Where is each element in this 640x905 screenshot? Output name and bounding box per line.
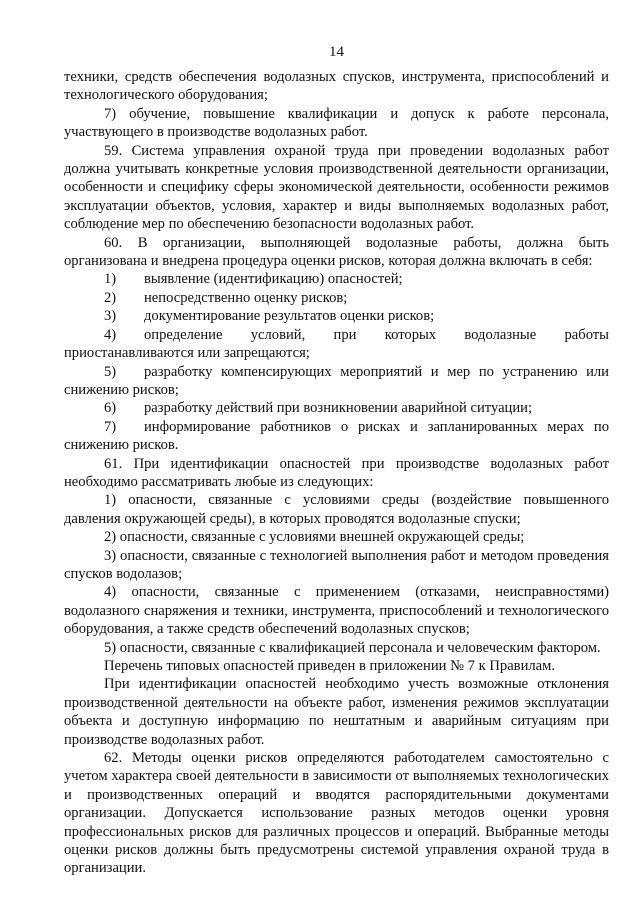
list-item-number: 2)	[104, 289, 117, 306]
list-item-text: разработку компенсирующих мероприятий и мер по устранению или снижению рисков;	[64, 363, 609, 398]
list-item-number: 7)	[104, 418, 117, 435]
page-number: 14	[329, 44, 344, 60]
list-item-text: документирование результатов оценки рисков;	[144, 308, 435, 325]
list-item	[64, 307, 609, 325]
list-item	[64, 326, 609, 363]
list-item-number: 1)	[104, 271, 117, 288]
hazard-item: 3) опасности, связанные с технологией выполнения работ и методом проведения спусков водолазов;	[64, 547, 609, 582]
paragraph-item-7: 7) обучение, повышение квалификации и допуск к работе персонала, участвующего в производстве водолазных работ.	[64, 105, 609, 141]
list-item-text: определение условий, при которых водолазные работы приостанавливаются или запрещаются;	[64, 326, 609, 362]
list-item-text: разработку действий при возникновении аварийной ситуации;	[144, 400, 533, 417]
hazard-item: 2) опасности, связанные с условиями внешней окружающей среды;	[104, 529, 525, 546]
list-item-text: информирование работников о рисках и запланированных мерах по снижению рисков.	[64, 418, 609, 454]
list-item-number: 3)	[104, 308, 117, 325]
hazard-item: 4) опасности, связанные с применением (отказами, неисправностями) водолазного снаряжения и техники, инструмента, приспособлений и технологического оборудования, а также средств обеспечений водолазных спусков;	[64, 584, 609, 638]
list-item	[64, 289, 609, 307]
paragraph-continuation: техники, средств обеспечения водолазных спусков, инструмента, приспособлений и технологического оборудования;	[64, 69, 609, 104]
list-item-number: 4)	[104, 326, 117, 343]
list-item-number: 6)	[104, 400, 117, 417]
list-item-number: 5)	[104, 363, 117, 380]
paragraph-appendix-reference: Перечень типовых опасностей приведен в приложении № 7 к Правилам.	[104, 658, 556, 674]
paragraph-62: 62. Методы оценки рисков определяются работодателем самостоятельно с учетом характера своей деятельности в зависимости от выполняемых технологических и производственных операций и вводятся распорядительными документами организации. Допускается использование разных методов оценки уровня профессиональных рисков для различных процессов и операций. Выбранные методы оценки рисков должны быть предусмотрены системой управления охраной труда в организации.	[64, 750, 609, 877]
list-item	[64, 270, 609, 288]
hazard-item: 5) опасности, связанные с квалификацией персонала и человеческим фактором.	[104, 639, 601, 656]
list-item	[64, 418, 609, 455]
risk-procedure-list	[64, 270, 609, 454]
list-item	[64, 399, 609, 417]
list-item	[64, 363, 609, 400]
paragraph-60: 60. В организации, выполняющей водолазные работы, должна быть организована и внедрена процедура оценки рисков, которая должна включать в себя:	[64, 234, 609, 270]
hazard-list	[64, 491, 609, 657]
list-item-text: непосредственно оценку рисков;	[144, 289, 348, 306]
list-item-text: выявление (идентификацию) опасностей;	[144, 271, 403, 288]
paragraph-deviations: При идентификации опасностей необходимо учесть возможные отклонения производственной деятельности на объекте работ, изменения режимов эксплуатации объекта и доступную информацию по нештатным и аварийным ситуациям при производстве водолазных работ.	[64, 676, 609, 748]
paragraph-59: 59. Система управления охраной труда при проведении водолазных работ должна учитывать конкретные условия производственной деятельности организации, особенности и специфику сферы экономической деятельности, особенности режимов эксплуатации объектов, условия, характер и виды выполняемых водолазных работ, соблюдение мер по обеспечению безопасности водолазных работ.	[64, 142, 609, 233]
hazard-item: 1) опасности, связанные с условиями среды (воздействие повышенного давления окружающей среды), в которых проводятся водолазные спуски;	[64, 492, 609, 527]
paragraph-61: 61. При идентификации опасностей при производстве водолазных работ необходимо рассматривать любые из следующих:	[64, 455, 609, 490]
